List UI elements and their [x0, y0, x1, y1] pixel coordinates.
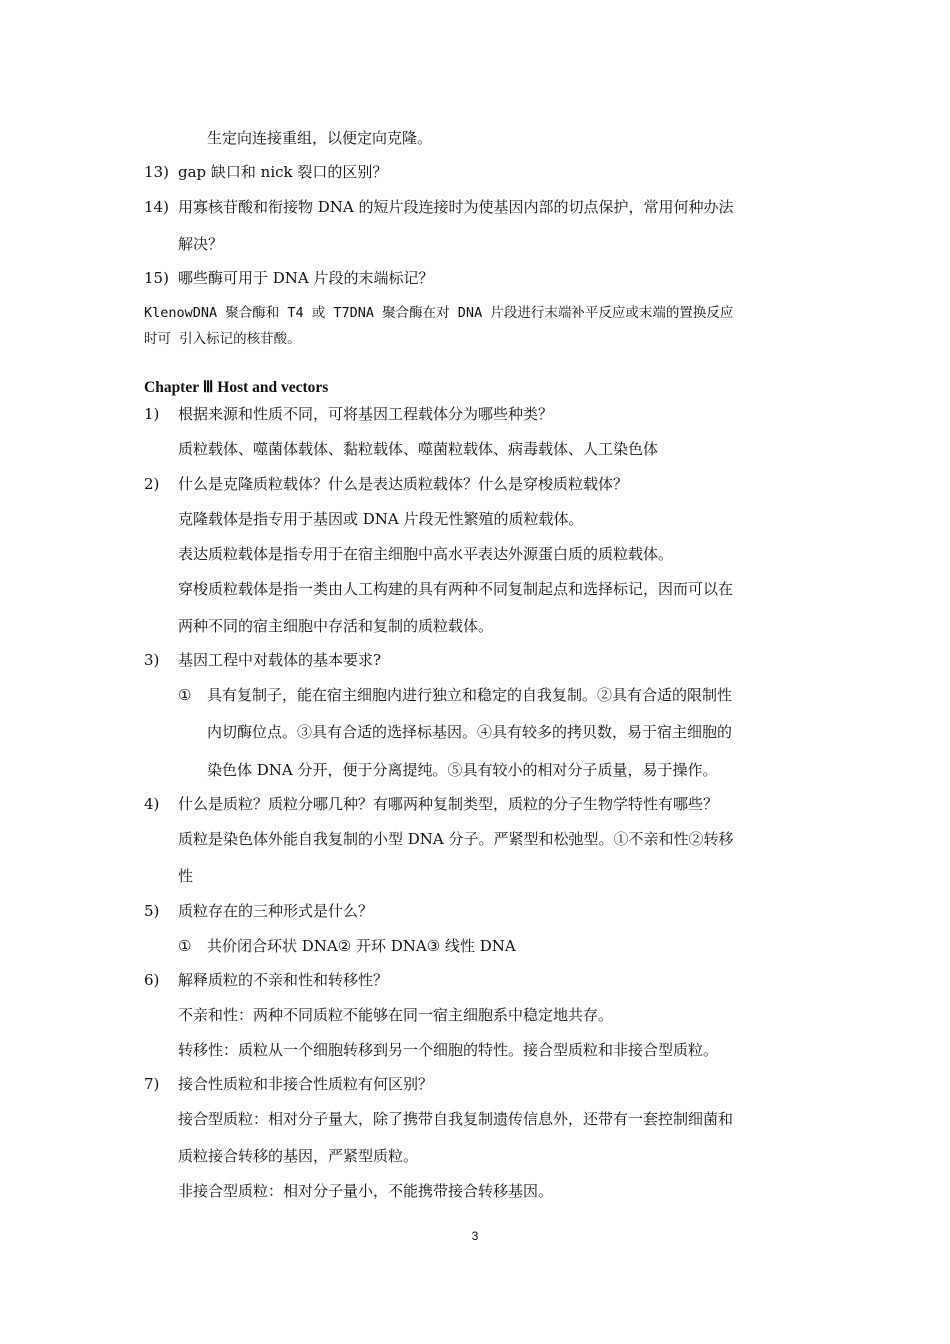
answer-text: 具有复制子，能在宿主细胞内进行独立和稳定的自我复制。②具有合适的限制性 — [207, 686, 733, 704]
circled-number: ① — [178, 937, 192, 955]
circled-number: ① — [178, 686, 192, 704]
question-text: 什么是质粒？质粒分哪几种？有哪两种复制类型，质粒的分子生物学特性有哪些？ — [178, 795, 719, 813]
question-text: gap 缺口和 nick 裂口的区别？ — [178, 163, 388, 181]
question-text: 根据来源和性质不同，可将基因工程载体分为哪些种类？ — [178, 405, 554, 423]
answer-text: 表达质粒载体是指专用于在宿主细胞中高水平表达外源蛋白质的质粒载体。 — [178, 545, 674, 563]
answer-text: 质粒载体、噬菌体载体、黏粒载体、噬菌粒载体、病毒载体、人工染色体 — [178, 440, 659, 458]
item-number: 14) — [144, 198, 169, 216]
question-text: 用寡核苷酸和衔接物 DNA 的短片段连接时为使基因内部的切点保护，常用何种办法 — [178, 198, 734, 216]
chapter-heading: Chapter Ⅲ Host and vectors — [144, 379, 329, 396]
answer-text: 性 — [178, 867, 194, 885]
page-number: 3 — [471, 1229, 479, 1243]
question-text: 哪些酶可用于 DNA 片段的末端标记？ — [178, 269, 434, 287]
answer-text: 非接合型质粒：相对分子量小，不能携带接合转移基因。 — [178, 1182, 554, 1200]
item-number: 15) — [144, 269, 169, 287]
question-text: 什么是克隆质粒载体？什么是表达质粒载体？什么是穿梭质粒载体？ — [178, 475, 629, 493]
answer-text: 共价闭合环状 DNA② 开环 DNA③ 线性 DNA — [207, 937, 516, 955]
answer-text: 质粒是染色体外能自我复制的小型 DNA 分子。严紧型和松弛型。①不亲和性②转移 — [178, 830, 734, 848]
item-number: 7) — [144, 1075, 160, 1093]
answer-text: 两种不同的宿主细胞中存活和复制的质粒载体。 — [178, 617, 494, 635]
item-number: 2) — [144, 475, 160, 493]
answer-text: KlenowDNA 聚合酶和 T4 或 T7DNA 聚合酶在对 DNA 片段进行末端补平反应或末端的置换反应 — [144, 305, 734, 321]
question-text: 解决？ — [178, 235, 224, 253]
item-number: 5) — [144, 902, 160, 920]
answer-text: 质粒接合转移的基因，严紧型质粒。 — [178, 1147, 419, 1165]
answer-text: 接合型质粒：相对分子量大，除了携带自我复制遗传信息外，还带有一套控制细菌和 — [178, 1110, 734, 1128]
answer-text: 穿梭质粒载体是指一类由人工构建的具有两种不同复制起点和选择标记，因而可以在 — [178, 580, 734, 598]
answer-text: 时可 引入标记的核苷酸。 — [144, 331, 301, 347]
text-line: 生定向连接重组，以便定向克隆。 — [207, 129, 433, 147]
answer-text: 克隆载体是指专用于基因或 DNA 片段无性繁殖的质粒载体。 — [178, 510, 584, 528]
answer-text: 不亲和性：两种不同质粒不能够在同一宿主细胞系中稳定地共存。 — [178, 1006, 614, 1024]
answer-text: 转移性：质粒从一个细胞转移到另一个细胞的特性。接合型质粒和非接合型质粒。 — [178, 1041, 719, 1059]
answer-text: 染色体 DNA 分开，便于分离提纯。⑤具有较小的相对分子质量，易于操作。 — [207, 761, 718, 779]
question-text: 质粒存在的三种形式是什么？ — [178, 902, 374, 920]
item-number: 4) — [144, 795, 160, 813]
item-number: 13) — [144, 163, 169, 181]
item-number: 6) — [144, 971, 160, 989]
item-number: 3) — [144, 651, 160, 669]
answer-text: 内切酶位点。③具有合适的选择标基因。④具有较多的拷贝数，易于宿主细胞的 — [207, 723, 733, 741]
question-text: 解释质粒的不亲和性和转移性？ — [178, 971, 389, 989]
item-number: 1) — [144, 405, 160, 423]
question-text: 基因工程中对载体的基本要求? — [178, 651, 382, 669]
question-text: 接合性质粒和非接合性质粒有何区别？ — [178, 1075, 434, 1093]
